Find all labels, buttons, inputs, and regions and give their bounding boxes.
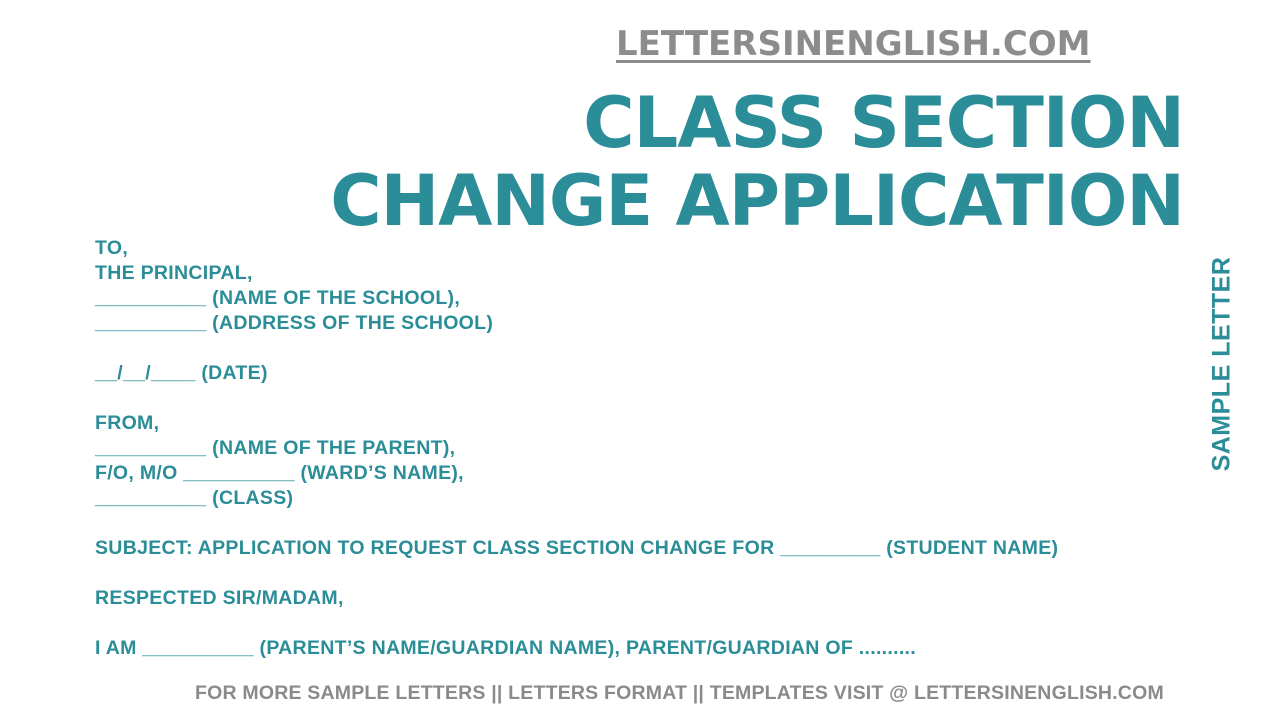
letter-recipient: THE PRINCIPAL,: [95, 262, 253, 284]
title-line-2: CHANGE APPLICATION: [330, 160, 1184, 242]
spacer: [95, 561, 1195, 586]
letter-salutation: RESPECTED SIR/MADAM,: [95, 587, 344, 609]
letter-class: __________ (CLASS): [95, 487, 294, 509]
site-link[interactable]: LETTERSINENGLISH.COM: [616, 24, 1091, 64]
letter-from: FROM,: [95, 412, 160, 434]
letter-body-start: I AM __________ (PARENT’S NAME/GUARDIAN NAME), PARENT/GUARDIAN OF ..........: [95, 637, 916, 659]
letter-date: __/__/____ (DATE): [95, 362, 268, 384]
footer-banner: FOR MORE SAMPLE LETTERS || LETTERS FORMAT || TEMPLATES VISIT @ LETTERSINENGLISH.COM: [195, 682, 1164, 704]
letter-school-address: __________ (ADDRESS OF THE SCHOOL): [95, 312, 494, 334]
letter-school-name: __________ (NAME OF THE SCHOOL),: [95, 287, 461, 309]
spacer: [95, 511, 1195, 536]
letter-to: TO,: [95, 237, 129, 259]
sample-letter-label: SAMPLE LETTER: [1207, 256, 1236, 472]
letter-subject: SUBJECT: APPLICATION TO REQUEST CLASS SECTION CHANGE FOR _________ (STUDENT NAME): [95, 537, 1059, 559]
letter-ward: F/O, M/O __________ (WARD’S NAME),: [95, 462, 464, 484]
page-title: [330, 84, 1184, 240]
spacer: [95, 386, 1195, 411]
spacer: [95, 611, 1195, 636]
spacer: [95, 336, 1195, 361]
letter-body: [95, 236, 1195, 661]
title-line-1: CLASS SECTION: [583, 82, 1184, 164]
letter-parent-name: __________ (NAME OF THE PARENT),: [95, 437, 456, 459]
